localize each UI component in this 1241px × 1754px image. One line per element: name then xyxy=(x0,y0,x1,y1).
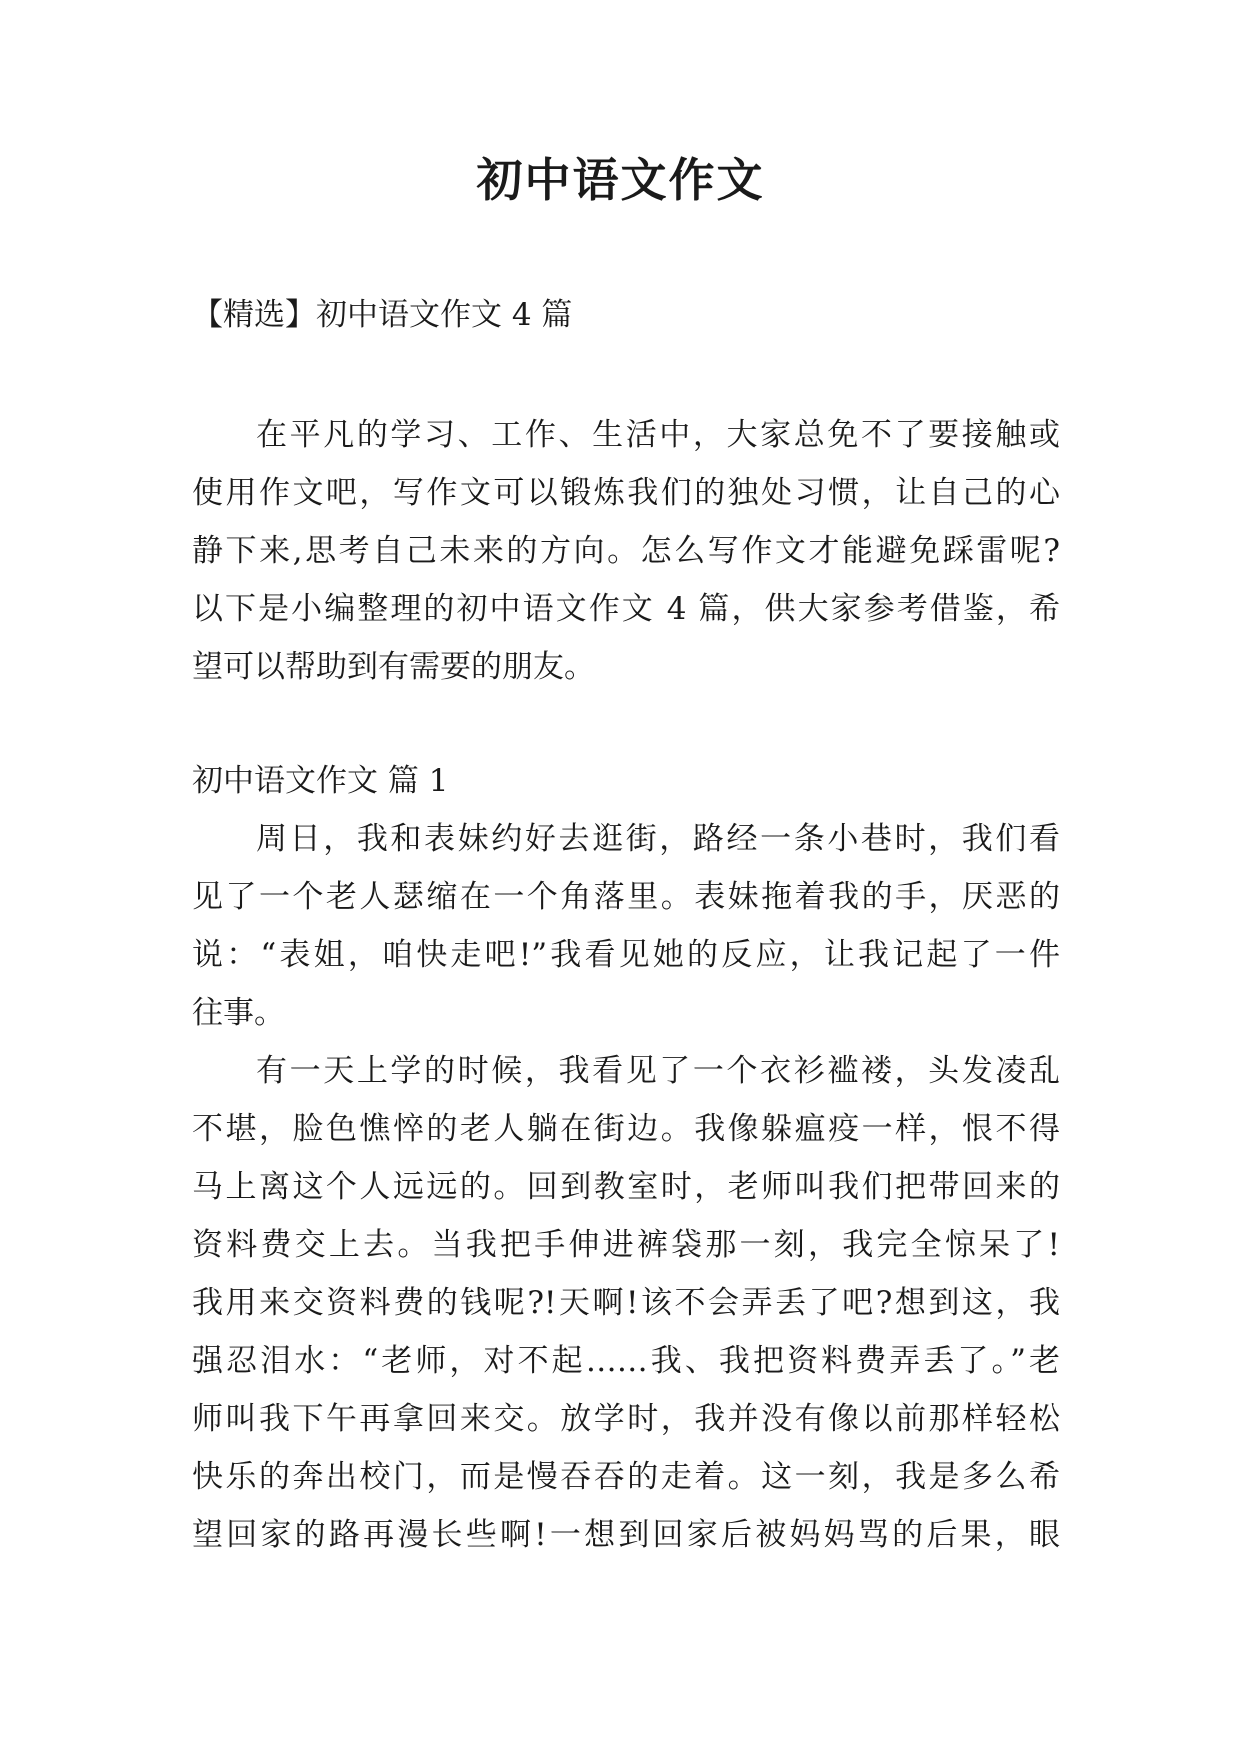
paragraph-line: 周日，我和表妹约好去逛街，路经一条小巷时，我们看 xyxy=(256,821,1060,857)
intro-paragraph xyxy=(192,406,1060,696)
intro-line: 望可以帮助到有需要的朋友。 xyxy=(192,649,595,685)
intro-line: 以下是小编整理的初中语文作文 4 篇，供大家参考借鉴，希 xyxy=(192,591,1060,627)
document-title: 初中语文作文 xyxy=(476,153,765,207)
paragraph-line: 师叫我下午再拿回来交。放学时，我并没有像以前那样轻松 xyxy=(192,1401,1060,1437)
document-subtitle: 【精选】初中语文作文 4 篇 xyxy=(192,297,573,333)
intro-line: 使用作文吧，写作文可以锻炼我们的独处习惯，让自己的心 xyxy=(192,475,1060,511)
paragraph-line: 强忍泪水：“老师，对不起……我、我把资料费弄丢了。”老 xyxy=(192,1343,1060,1379)
paragraph-line: 马上离这个人远远的。回到教室时，老师叫我们把带回来的 xyxy=(192,1169,1060,1205)
paragraph-line: 有一天上学的时候，我看见了一个衣衫褴褛，头发凌乱 xyxy=(256,1053,1060,1089)
paragraph-line: 不堪，脸色憔悴的老人躺在街边。我像躲瘟疫一样，恨不得 xyxy=(192,1111,1060,1147)
paragraph-line: 资料费交上去。当我把手伸进裤袋那一刻，我完全惊呆了! xyxy=(192,1227,1060,1263)
intro-line: 在平凡的学习、工作、生活中，大家总免不了要接触或 xyxy=(256,417,1060,453)
paragraph-line: 往事。 xyxy=(192,995,285,1031)
paragraph-line: 见了一个老人瑟缩在一个角落里。表妹拖着我的手，厌恶的 xyxy=(192,879,1060,915)
section-heading: 初中语文作文 篇 1 xyxy=(192,763,449,799)
paragraph-line: 望回家的路再漫长些啊!一想到回家后被妈妈骂的后果，眼 xyxy=(192,1517,1060,1553)
body-paragraph-1 xyxy=(192,810,1060,1042)
body-paragraph-2 xyxy=(192,1042,1060,1564)
paragraph-line: 说：“表姐，咱快走吧!”我看见她的反应，让我记起了一件 xyxy=(192,937,1060,973)
intro-line: 静下来,思考自己未来的方向。怎么写作文才能避免踩雷呢? xyxy=(192,533,1060,569)
paragraph-line: 快乐的奔出校门，而是慢吞吞的走着。这一刻，我是多么希 xyxy=(192,1459,1060,1495)
paragraph-line: 我用来交资料费的钱呢?!天啊!该不会弄丢了吧?想到这，我 xyxy=(192,1285,1060,1321)
